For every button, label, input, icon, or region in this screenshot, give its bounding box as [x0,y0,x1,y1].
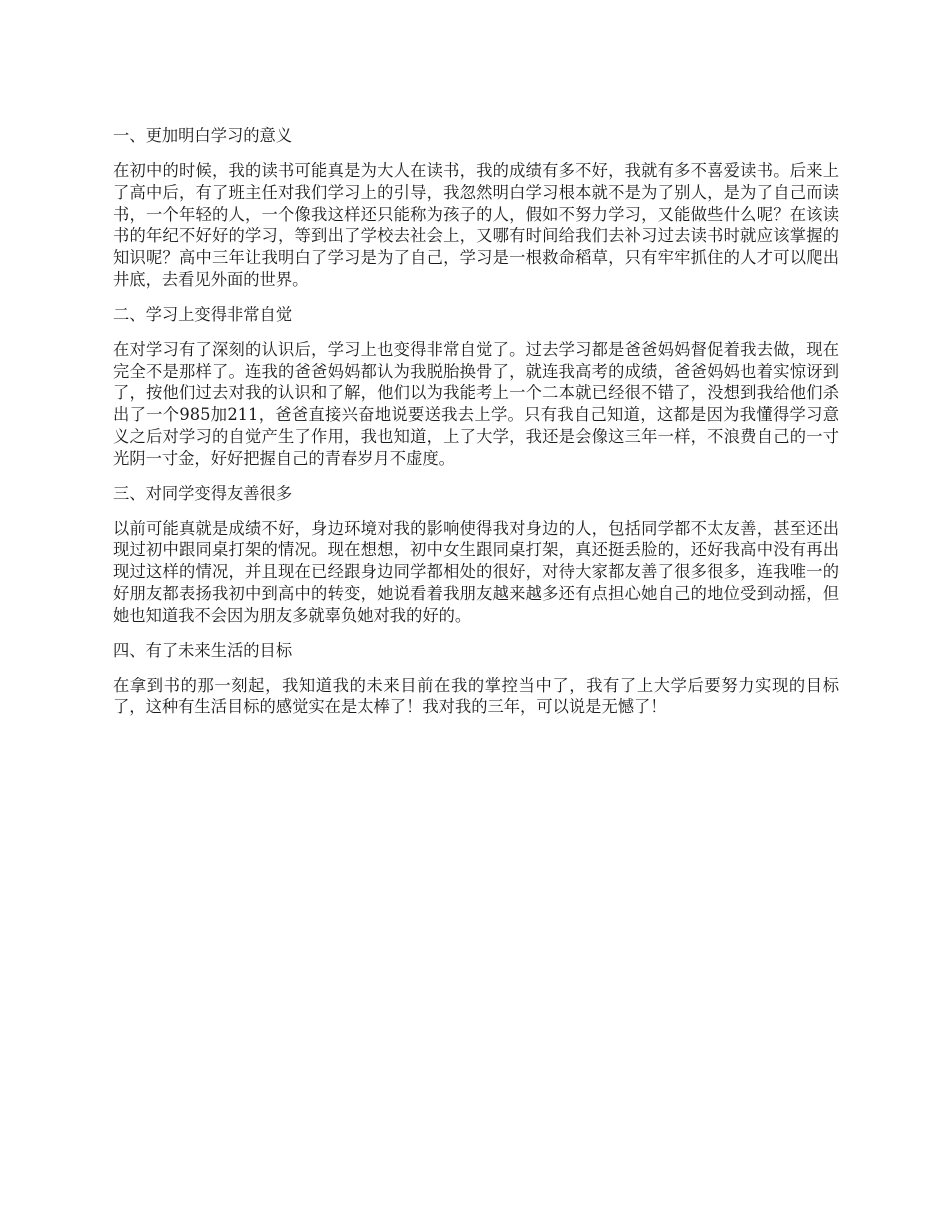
section-paragraph: 以前可能真就是成绩不好，身边环境对我的影响使得我对身边的人，包括同学都不太友善，甚至还出现过初中跟同桌打架的情况。现在想想，初中女生跟同桌打架，真还挺丢脸的，还好我高中没有再出现过这样的情况，并且现在已经跟身边同学都相处的很好，对待大家都友善了很多很多，连我唯一的好朋友都表扬我初中到高中的转变，她说看着我朋友越来越多还有点担心她自己的地位受到动摇，但她也知道我不会因为朋友多就辜负她对我的好的。 [113,518,839,625]
section-4 [113,639,839,719]
section-heading: 二、学习上变得非常自觉 [113,304,293,324]
section-3 [113,482,839,627]
section-paragraph: 在对学习有了深刻的认识后，学习上也变得非常自觉了。过去学习都是爸爸妈妈督促着我去做，现在完全不是那样了。连我的爸爸妈妈都认为我脱胎换骨了，就连我高考的成绩，爸爸妈妈也着实惊讶到了，按他们过去对我的认识和了解，他们以为我能考上一个二本就已经很不错了，没想到我给他们杀出了一个985加211，爸爸直接兴奋地说要送我去上学。只有我自己知道，这都是因为我懂得学习意义之后对学习的自觉产生了作用，我也知道，上了大学，我还是会像这三年一样，不浪费自己的一寸光阴一寸金，好好把握自己的青春岁月不虚度。 [113,339,839,468]
section-2 [113,303,839,470]
section-heading: 三、对同学变得友善很多 [113,483,293,503]
section-heading: 四、有了未来生活的目标 [113,640,293,660]
section-heading: 一、更加明白学习的意义 [113,126,293,145]
section-paragraph: 在初中的时候，我的读书可能真是为大人在读书，我的成绩有多不好，我就有多不喜爱读书。后来上了高中后，有了班主任对我们学习上的引导，我忽然明白学习根本就不是为了别人，是为了自己而读书，一个年轻的人，一个像我这样还只能称为孩子的人，假如不努力学习，又能做些什么呢？在该读书的年纪不好好的学习，等到出了学校去社会上，又哪有时间给我们去补习过去读书时就应该掌握的知识呢？高中三年让我明白了学习是为了自己，学习是一根救命稻草，只有牢牢抓住的人才可以爬出井底，去看见外面的世界。 [113,161,839,289]
section-1 [113,124,839,291]
document-page [113,124,839,730]
section-paragraph: 在拿到书的那一刻起，我知道我的未来目前在我的掌控当中了，我有了上大学后要努力实现的目标了，这种有生活目标的感觉实在是太棒了！我对我的三年，可以说是无憾了！ [113,675,839,717]
